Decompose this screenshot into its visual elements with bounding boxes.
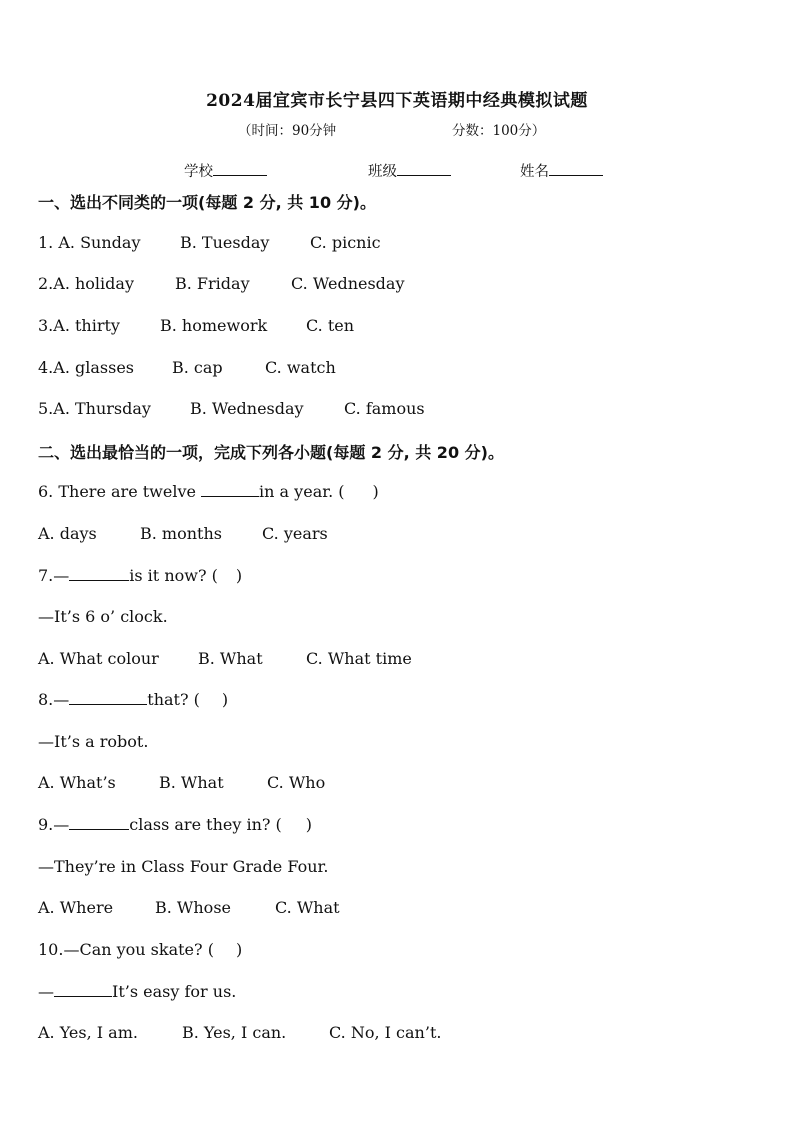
q1-option-a: A. Sunday <box>58 233 141 252</box>
q2-option-b: B. Friday <box>175 274 250 293</box>
question-5 <box>38 399 151 418</box>
question-3 <box>38 316 120 335</box>
school-blank[interactable] <box>213 161 267 176</box>
q9-reply: —They’re in Class Four Grade Four. <box>38 857 329 876</box>
question-6 <box>38 482 379 501</box>
question-10 <box>38 940 242 959</box>
name-label: 姓名 <box>520 164 549 180</box>
q1-option-b: B. Tuesday <box>180 233 270 252</box>
q7-reply: —It’s 6 o’ clock. <box>38 607 168 626</box>
part1-heading: 一、选出不同类的一项(每题 2 分, 共 10 分)。 <box>38 193 376 212</box>
q8-paren-close: ) <box>221 690 229 709</box>
q5-option-a: A. Thursday <box>53 399 151 418</box>
question-1 <box>38 233 140 252</box>
q3-option-b: B. homework <box>160 316 268 335</box>
q1-number: 1. <box>38 233 59 252</box>
class-label: 班级 <box>368 164 397 180</box>
class-field <box>368 160 451 181</box>
q6-option-a: A. days <box>38 524 97 543</box>
q2-option-a: A. holiday <box>53 274 134 293</box>
exam-time: （时间：90分钟 <box>238 123 337 139</box>
q2-option-c: C. Wednesday <box>291 274 405 293</box>
q8-stem-end: that? ( <box>147 690 200 709</box>
q7-stem-end: is it now? ( <box>129 566 218 585</box>
q9-option-c: C. What <box>275 898 340 917</box>
name-blank[interactable] <box>549 161 603 176</box>
q10-option-b: B. Yes, I can. <box>182 1023 287 1042</box>
q10-reply <box>38 982 236 1001</box>
q8-option-a: A. What’s <box>38 773 116 792</box>
question-4 <box>38 358 134 377</box>
q6-stem-start: 6. There are twelve <box>38 482 202 501</box>
q10-paren-close: ) <box>235 940 243 959</box>
q8-reply: —It’s a robot. <box>38 732 149 751</box>
q7-blank[interactable] <box>69 566 129 581</box>
q2-number: 2. <box>38 274 54 293</box>
q9-option-a: A. Where <box>38 898 114 917</box>
q3-number: 3. <box>38 316 54 335</box>
exam-score: 分数：100分） <box>452 123 546 139</box>
q10-stem: 10.—Can you skate? ( <box>38 940 214 959</box>
q10-blank[interactable] <box>54 982 112 997</box>
school-label: 学校 <box>184 164 213 180</box>
q7-option-a: A. What colour <box>38 649 159 668</box>
q8-blank[interactable] <box>69 690 147 705</box>
q4-option-c: C. watch <box>265 358 336 377</box>
q5-option-c: C. famous <box>344 399 425 418</box>
q5-option-b: B. Wednesday <box>190 399 304 418</box>
q7-option-b: B. What <box>198 649 263 668</box>
q10-reply-dash: — <box>38 982 54 1001</box>
exam-title: 2024届宜宾市长宁县四下英语期中经典模拟试题 <box>206 91 588 111</box>
q8-option-c: C. Who <box>267 773 326 792</box>
q4-option-b: B. cap <box>172 358 223 377</box>
q7-option-c: C. What time <box>306 649 412 668</box>
class-blank[interactable] <box>397 161 451 176</box>
q6-option-b: B. months <box>140 524 222 543</box>
q5-number: 5. <box>38 399 54 418</box>
q3-option-c: C. ten <box>306 316 355 335</box>
name-field <box>520 160 603 181</box>
question-8 <box>38 690 228 709</box>
q8-stem-start: 8.— <box>38 690 70 709</box>
q10-option-a: A. Yes, I am. <box>38 1023 138 1042</box>
q10-reply-text: It’s easy for us. <box>112 982 237 1001</box>
q9-option-b: B. Whose <box>155 898 231 917</box>
q6-paren-close: ) <box>372 482 379 501</box>
q6-blank[interactable] <box>201 482 259 497</box>
q8-option-b: B. What <box>159 773 224 792</box>
q6-stem-end: in a year. ( <box>259 482 345 501</box>
q1-option-c: C. picnic <box>310 233 381 252</box>
q9-paren-close: ) <box>305 815 313 834</box>
question-2 <box>38 274 134 293</box>
q6-option-c: C. years <box>262 524 328 543</box>
question-9 <box>38 815 312 834</box>
question-7 <box>38 566 242 585</box>
school-field <box>184 160 267 181</box>
q10-option-c: C. No, I can’t. <box>329 1023 442 1042</box>
q9-stem-start: 9.— <box>38 815 70 834</box>
q4-option-a: A. glasses <box>53 358 134 377</box>
q4-number: 4. <box>38 358 54 377</box>
q3-option-a: A. thirty <box>53 316 120 335</box>
q9-blank[interactable] <box>69 815 129 830</box>
part2-heading: 二、选出最恰当的一项，完成下列各小题(每题 2 分, 共 20 分)。 <box>38 443 504 462</box>
q7-paren-close: ) <box>235 566 243 585</box>
q7-stem-start: 7.— <box>38 566 70 585</box>
q9-stem-end: class are they in? ( <box>129 815 282 834</box>
